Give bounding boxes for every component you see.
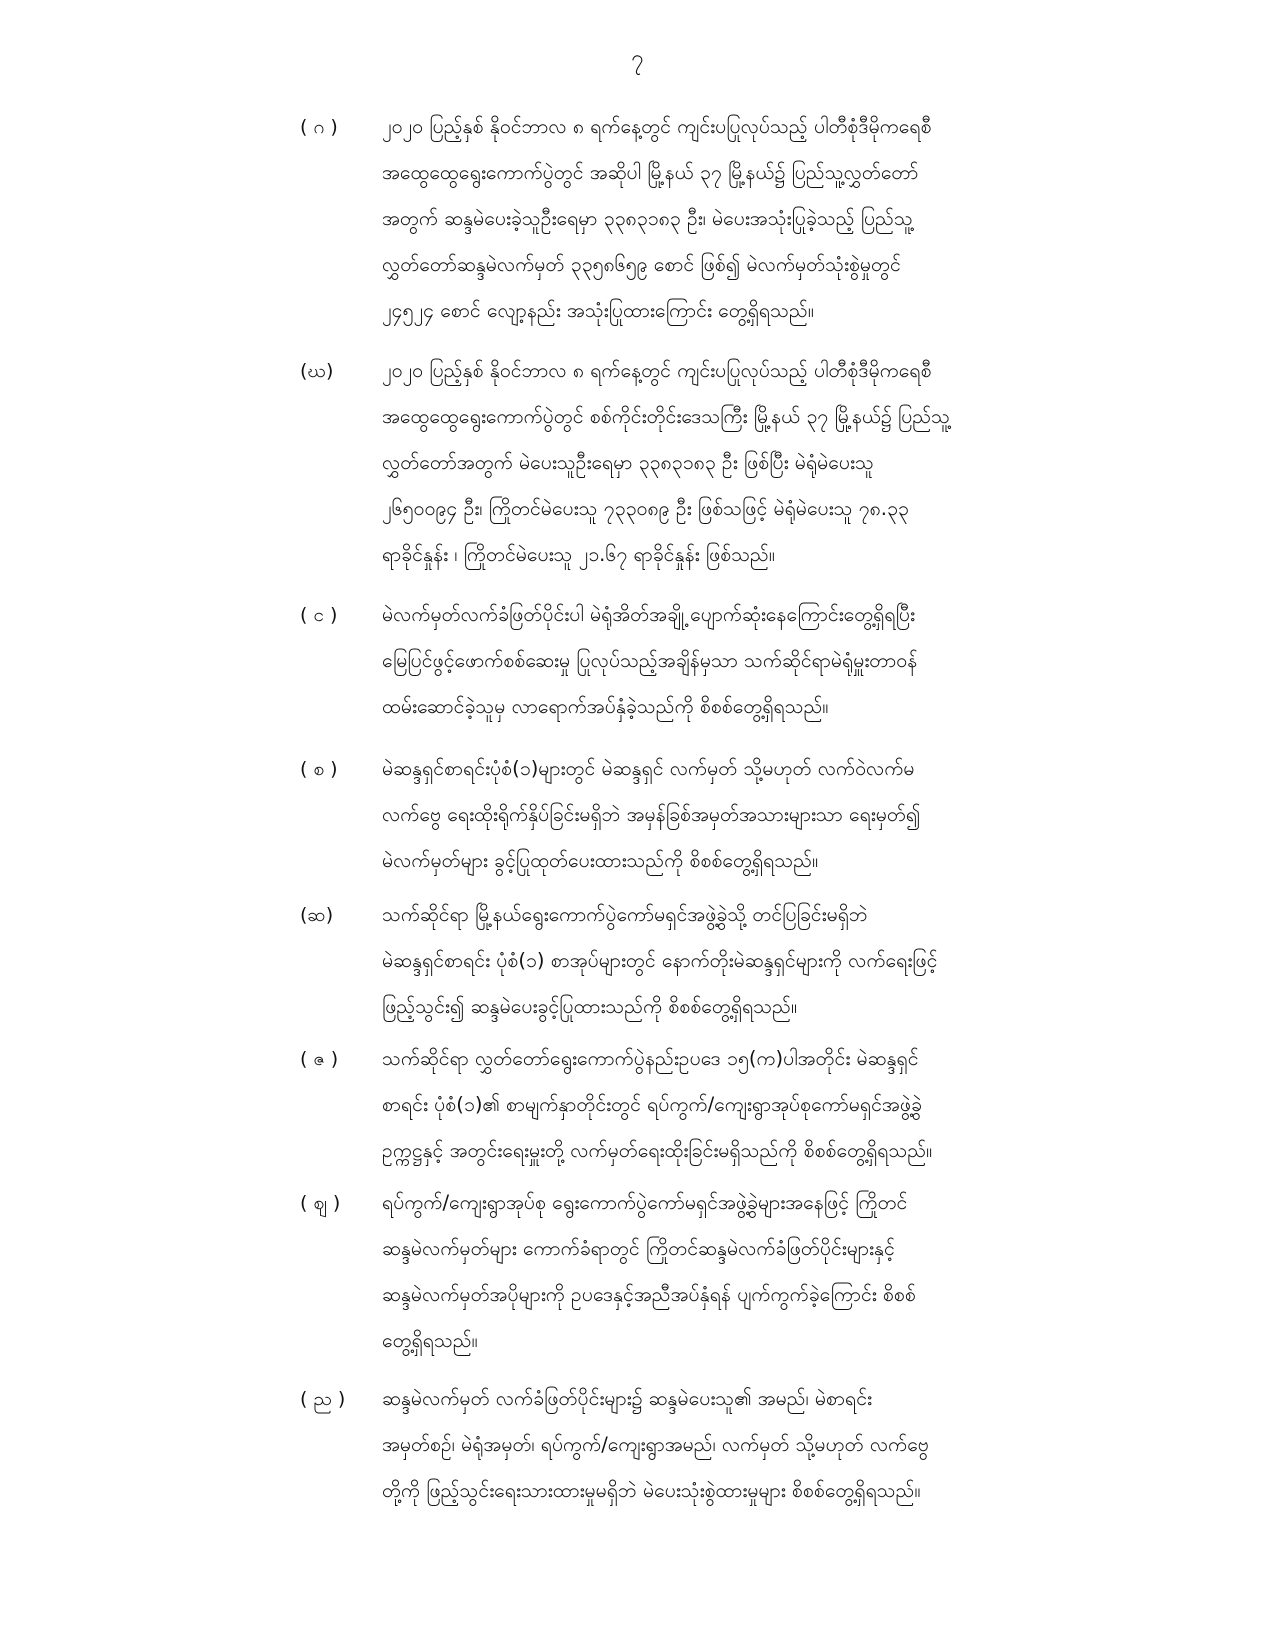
text-line: သက်ဆိုင်ရာ မြို့နယ်ရွေးကောက်ပွဲကော်မရှင်အဖွဲ့ခွဲသို့ တင်ပြခြင်းမရှိဘဲ	[382, 903, 868, 926]
text-line: ၂၄၅၂၄ စောင် လျော့နည်း အသုံးပြုထားကြောင်း တွေ့ရှိရသည်။	[382, 299, 814, 322]
text-line: အမှတ်စဉ်၊ မဲရုံအမှတ်၊ ရပ်ကွက်/ကျေးရွာအမည်၊ လက်မှတ် သို့မဟုတ် လက်ဗွေ	[382, 1433, 929, 1456]
text-line: ဖြည့်သွင်း၍ ဆန္ဒမဲပေးခွင့်ပြုထားသည်ကို စိစစ်တွေ့ရှိရသည်။	[382, 995, 797, 1018]
text-line: ရပ်ကွက်/ကျေးရွာအုပ်စု ရွေးကောက်ပွဲကော်မရှင်အဖွဲ့ခွဲများအနေဖြင့် ကြိုတင်	[382, 1191, 908, 1214]
text-line: ၂၀၂၀ ပြည့်နှစ် နိုဝင်ဘာလ ၈ ရက်နေ့တွင် ကျင်းပပြုလုပ်သည့် ပါတီစုံဒီမိုကရေစီ	[382, 359, 932, 382]
text-line: ဆန္ဒမဲလက်မှတ် လက်ခံဖြတ်ပိုင်းများ၌ ဆန္ဒမဲပေးသူ၏ အမည်၊ မဲစာရင်း	[382, 1387, 872, 1410]
text-line: မဲလက်မှတ်များ ခွင့်ပြုထုတ်ပေးထားသည်ကို စိစစ်တွေ့ရှိရသည်။	[382, 849, 818, 872]
text-line: တို့ကို ဖြည့်သွင်းရေးသားထားမှုမရှိဘဲ မဲပေးသုံးစွဲထားမှုများ စိစစ်တွေ့ရှိရသည်။	[382, 1479, 921, 1502]
text-line: ၂၀၂၀ ပြည့်နှစ် နိုဝင်ဘာလ ၈ ရက်နေ့တွင် ကျင်းပပြုလုပ်သည့် ပါတီစုံဒီမိုကရေစီ	[382, 115, 932, 138]
item-label: ( ဂ )	[300, 116, 338, 138]
item-label: (ဃ)	[300, 360, 334, 382]
text-line: ဆန္ဒမဲလက်မှတ်များ ကောက်ခံရာတွင် ကြိုတင်ဆန္ဒမဲလက်ခံဖြတ်ပိုင်းများနှင့်	[382, 1237, 895, 1260]
item-text	[382, 892, 1140, 1030]
text-line: သက်ဆိုင်ရာ လွှတ်တော်ရွေးကောက်ပွဲနည်းဥပဒေ ၁၅(က)ပါအတိုင်း မဲဆန္ဒရှင်	[382, 1047, 919, 1070]
item-text	[382, 1036, 1140, 1174]
text-line: မဲဆန္ဒရှင်စာရင်း ပုံစံ(၁) စာအုပ်များတွင် နောက်တိုးမဲဆန္ဒရှင်များကို လက်ရေးဖြင့်	[382, 949, 938, 972]
item-text	[382, 1376, 1140, 1514]
item-text	[382, 348, 1140, 578]
item-text	[382, 592, 1140, 730]
item-label: ( ဇ )	[300, 1048, 339, 1070]
text-line: ထမ်းဆောင်ခဲ့သူမှ လာရောက်အပ်နှံခဲ့သည်ကို စိစစ်တွေ့ရှိရသည်။	[382, 695, 829, 718]
item-text	[382, 1180, 1140, 1364]
text-line: ဆန္ဒမဲလက်မှတ်အပိုများကို ဥပဒေနှင့်အညီအပ်နှံရန် ပျက်ကွက်ခဲ့ကြောင်း စိစစ်	[382, 1283, 916, 1306]
text-line: မဲလက်မှတ်လက်ခံဖြတ်ပိုင်းပါ မဲရုံအိတ်အချို့ ပျောက်ဆုံးနေကြောင်းတွေ့ရှိရပြီး	[382, 603, 915, 626]
page-number: ၇	[631, 46, 644, 71]
text-line: တွေ့ရှိရသည်။	[382, 1329, 478, 1352]
text-line: မြေပြင်ဖွင့်ဖောက်စစ်ဆေးမှု ပြုလုပ်သည့်အချိန်မှသာ သက်ဆိုင်ရာမဲရုံမှူးတာဝန်	[382, 649, 918, 672]
item-label: ( ည )	[300, 1388, 346, 1410]
text-line: လွှတ်တော်အတွက် မဲပေးသူဦးရေမှာ ၃၃၈၃၁၈၃ ဦး ဖြစ်ပြီး မဲရုံမဲပေးသူ	[382, 451, 874, 474]
text-line: မဲဆန္ဒရှင်စာရင်းပုံစံ(၁)များတွင် မဲဆန္ဒရှင် လက်မှတ် သို့မဟုတ် လက်ဝဲလက်မ	[382, 757, 915, 780]
item-label: ( င )	[300, 604, 338, 626]
text-line: အထွေထွေရွေးကောက်ပွဲတွင် စစ်ကိုင်းတိုင်းဒေသကြီး မြို့နယ် ၃၇ မြို့နယ်၌ ပြည်သူ့	[382, 405, 951, 428]
item-label: ( ဈ )	[300, 1192, 341, 1214]
text-line: လက်ဗွေ ရေးထိုးရိုက်နှိပ်ခြင်းမရှိဘဲ အမှန်ခြစ်အမှတ်အသားများသာ ရေးမှတ်၍	[382, 803, 921, 826]
item-text	[382, 104, 1140, 334]
text-line: ၂၆၅၀၀၉၄ ဦး၊ ကြိုတင်မဲပေးသူ ၇၃၃၀၈၉ ဦး ဖြစ်သဖြင့် မဲရုံမဲပေးသူ ၇၈.၃၃	[382, 497, 909, 520]
text-line: စာရင်း ပုံစံ(၁)၏ စာမျက်နှာတိုင်းတွင် ရပ်ကွက်/ကျေးရွာအုပ်စုကော်မရှင်အဖွဲ့ခွဲ	[382, 1093, 922, 1116]
item-label: (ဆ)	[300, 904, 334, 926]
text-line: လွှတ်တော်ဆန္ဒမဲလက်မှတ် ၃၃၅၈၆၅၉ စောင် ဖြစ်၍ မဲလက်မှတ်သုံးစွဲမှုတွင်	[382, 253, 901, 276]
text-line: အတွက် ဆန္ဒမဲပေးခဲ့သူဦးရေမှာ ၃၃၈၃၁၈၃ ဦး၊ မဲပေးအသုံးပြုခဲ့သည့် ပြည်သူ့	[382, 207, 913, 230]
text-line: အထွေထွေရွေးကောက်ပွဲတွင် အဆိုပါ မြို့နယ် ၃၇ မြို့နယ်၌ ပြည်သူ့လွှတ်တော်	[382, 161, 919, 184]
item-text	[382, 746, 1140, 884]
text-line: ဥက္ကဋ္ဌနှင့် အတွင်းရေးမှူးတို့ လက်မှတ်ရေးထိုးခြင်းမရှိသည်ကို စိစစ်တွေ့ရှိရသည်။	[382, 1139, 933, 1162]
item-label: ( စ )	[300, 758, 338, 780]
text-line: ရာခိုင်နှုန်း ၊ ကြိုတင်မဲပေးသူ ၂၁.၆၇ ရာခိုင်နှုန်း ဖြစ်သည်။	[382, 543, 775, 566]
